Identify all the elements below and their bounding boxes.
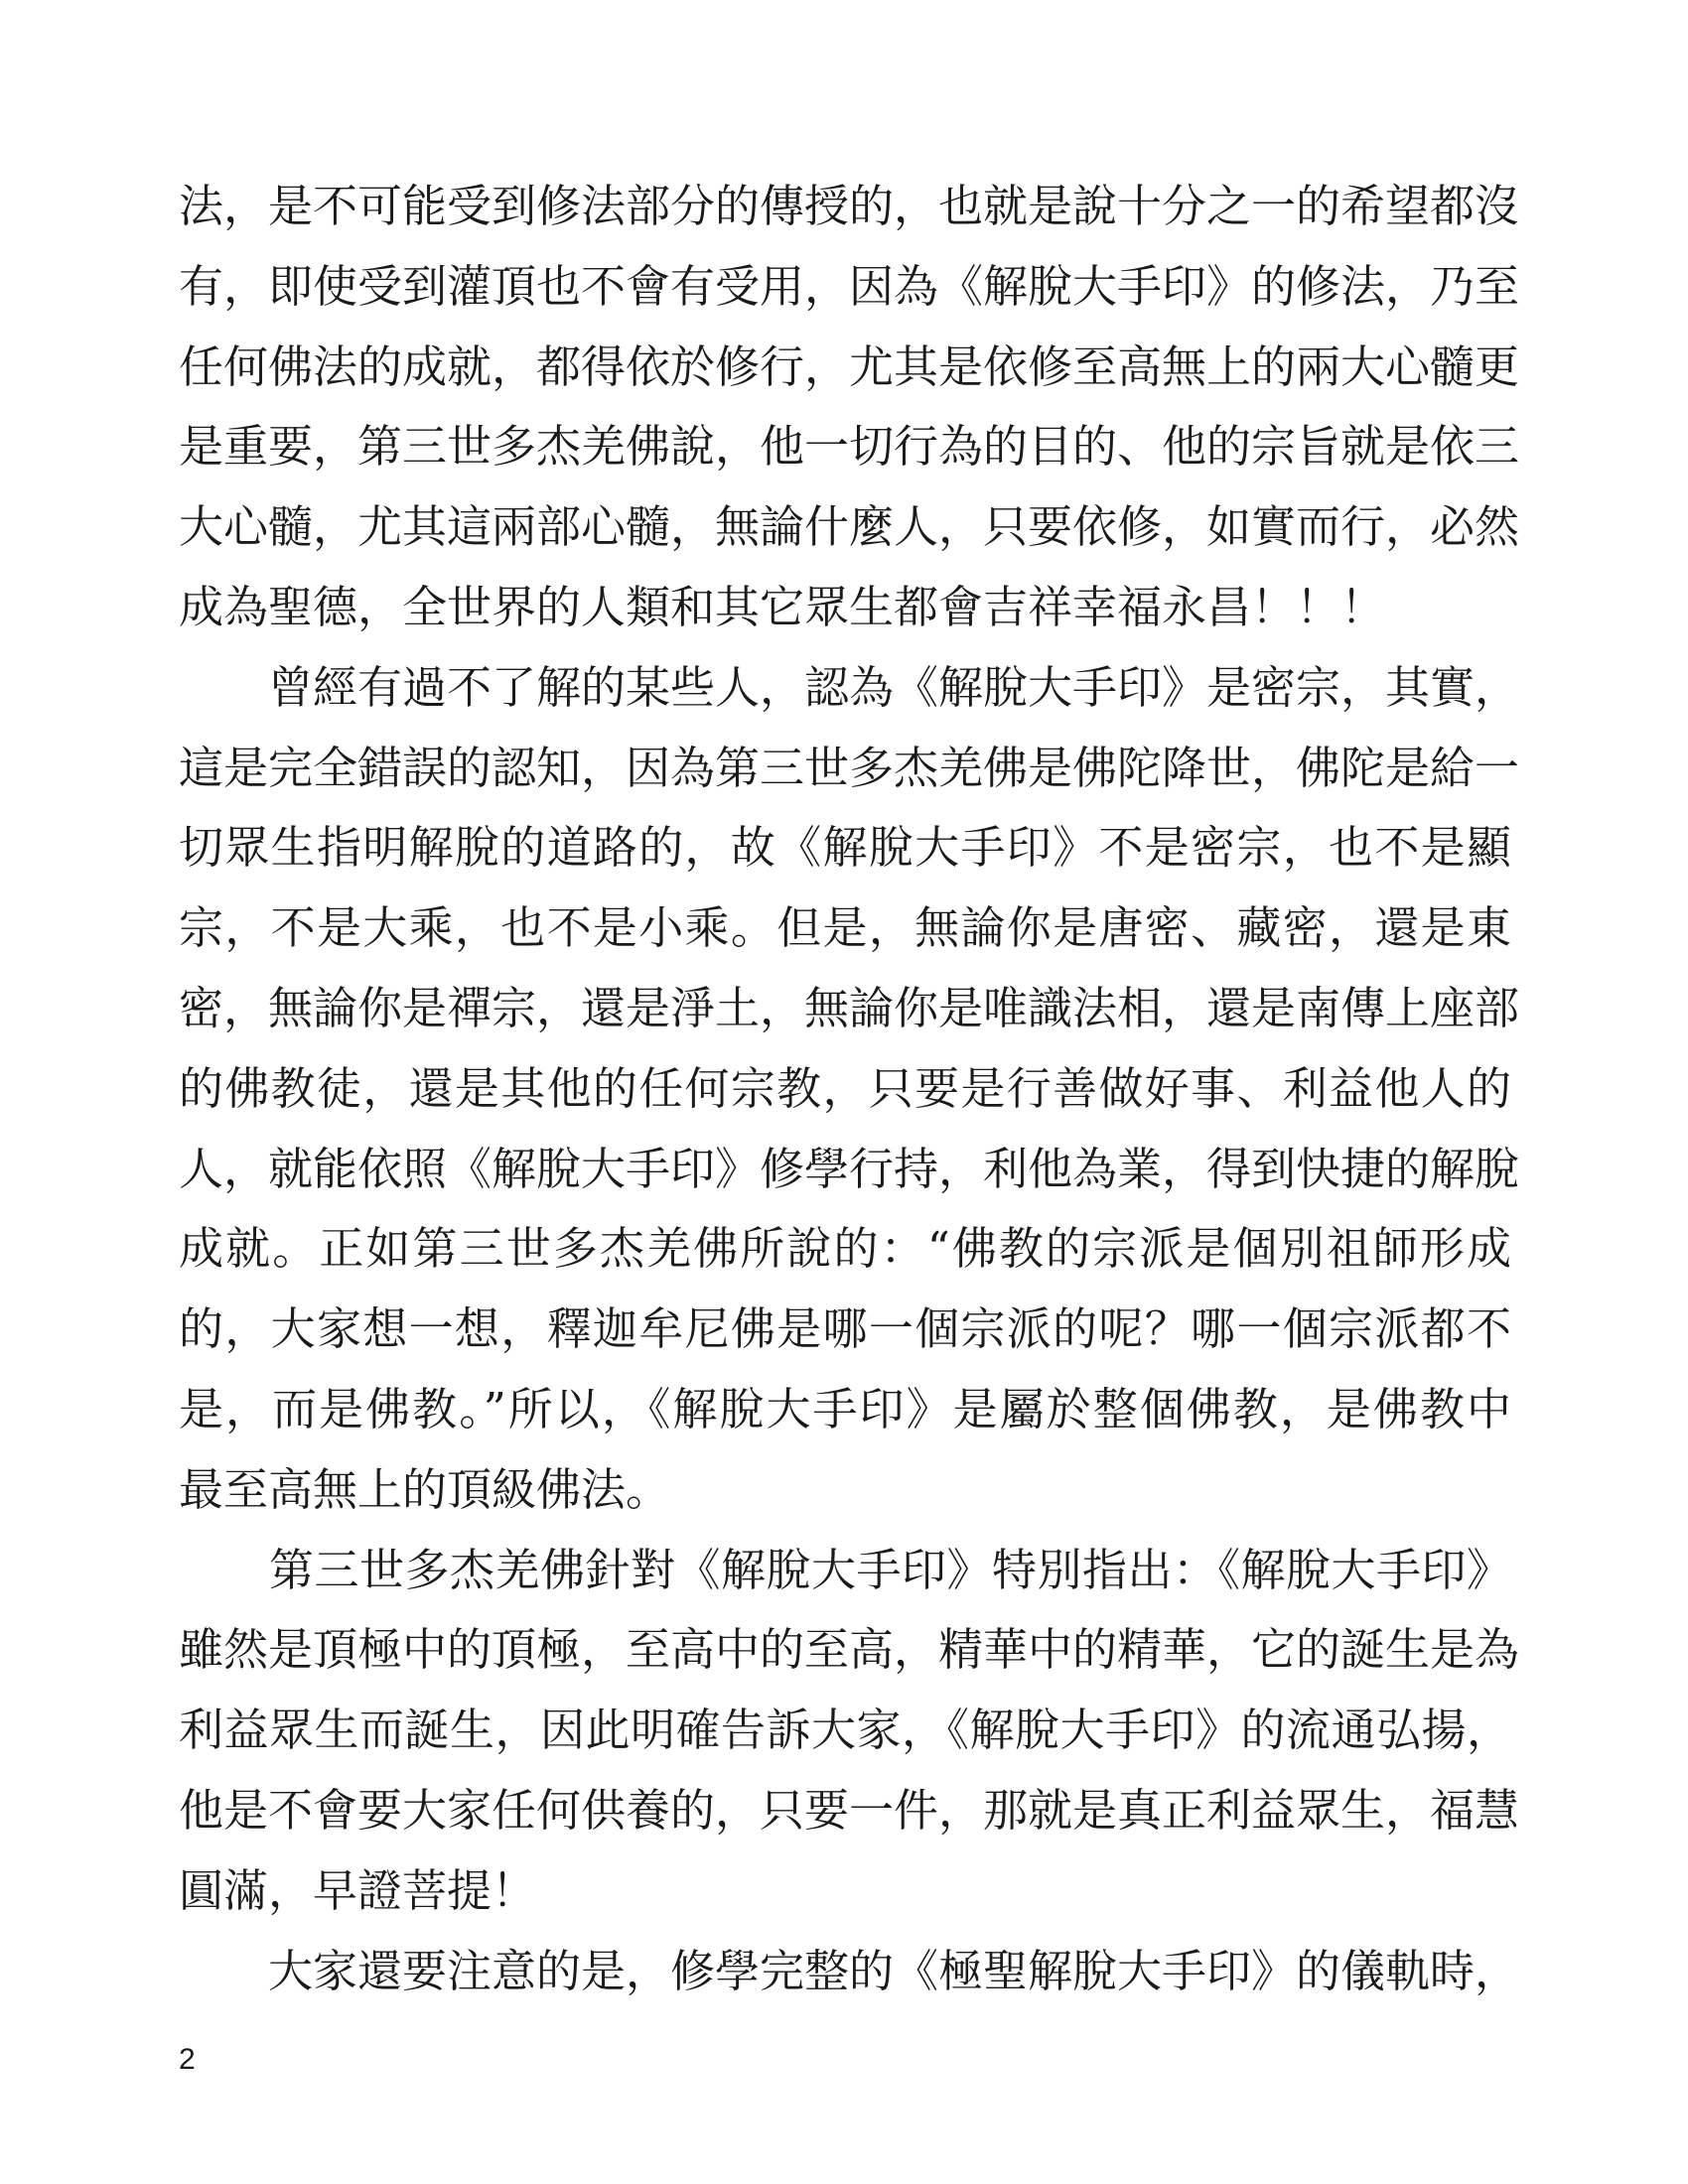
text-line: 的，大家想一想，釋迦牟尼佛是哪一個宗派的呢？哪一個宗派都不	[179, 1302, 1511, 1356]
text-line: 圓滿，早證菩提！	[179, 1863, 537, 1917]
text-line: 這是完全錯誤的認知，因為第三世多杰羌佛是佛陀降世，佛陀是給一	[179, 741, 1520, 794]
text-line: 任何佛法的成就，都得依於修行，尤其是依修至高無上的兩大心髓更	[179, 340, 1520, 393]
paragraph-3	[179, 1531, 1520, 1932]
text-line: 是，而是佛教。”所以，《解脫大手印》是屬於整個佛教，是佛教中	[179, 1382, 1511, 1435]
text-line: 雖然是頂極中的頂極，至高中的至高，精華中的精華，它的誕生是為	[179, 1623, 1520, 1677]
text-line: 利益眾生而誕生，因此明確告訴大家，《解脫大手印》的流通弘揚，	[179, 1704, 1511, 1757]
text-line: 他是不會要大家任何供養的，只要一件，那就是真正利益眾生，福慧	[179, 1783, 1520, 1837]
text-line: 大家還要注意的是，修學完整的《極聖解脫大手印》的儀軌時，	[179, 1944, 1520, 1997]
text-line: 的佛教徒，還是其他的任何宗教，只要是行善做好事、利益他人的	[179, 1061, 1511, 1115]
text-line: 第三世多杰羌佛針對《解脫大手印》特別指出：《解脫大手印》	[179, 1543, 1511, 1596]
body-text	[179, 167, 1520, 2011]
text-line: 宗，不是大乘，也不是小乘。但是，無論你是唐密、藏密，還是東	[179, 901, 1511, 955]
text-line: 成就。正如第三世多杰羌佛所說的：“佛教的宗派是個別祖師形成	[179, 1222, 1511, 1276]
text-line: 人，就能依照《解脫大手印》修學行持，利他為業，得到快捷的解脫	[179, 1142, 1520, 1195]
paragraph-1	[179, 167, 1520, 648]
text-line: 曾經有過不了解的某些人，認為《解脫大手印》是密宗，其實，	[179, 660, 1520, 714]
paragraph-4	[179, 1932, 1520, 2012]
text-line: 有，即使受到灌頂也不會有受用，因為《解脫大手印》的修法，乃至	[179, 259, 1520, 313]
text-line: 法，是不可能受到修法部分的傳授的，也就是說十分之一的希望都沒	[179, 180, 1520, 232]
text-line: 最至高無上的頂級佛法。	[179, 1462, 671, 1516]
text-line: 切眾生指明解脫的道路的，故《解脫大手印》不是密宗，也不是顯	[179, 821, 1511, 875]
page-number: 2	[179, 2043, 196, 2076]
paragraph-2	[179, 648, 1520, 1531]
text-line: 大心髓，尤其這兩部心髓，無論什麼人，只要依修，如實而行，必然	[179, 500, 1520, 554]
text-line: 是重要，第三世多杰羌佛說，他一切行為的目的、他的宗旨就是依三	[179, 420, 1520, 474]
text-line: 成為聖德，全世界的人類和其它眾生都會吉祥幸福永昌！！！	[179, 580, 1386, 633]
text-line: 密，無論你是禪宗，還是淨土，無論你是唯識法相，還是南傳上座部	[179, 981, 1520, 1034]
